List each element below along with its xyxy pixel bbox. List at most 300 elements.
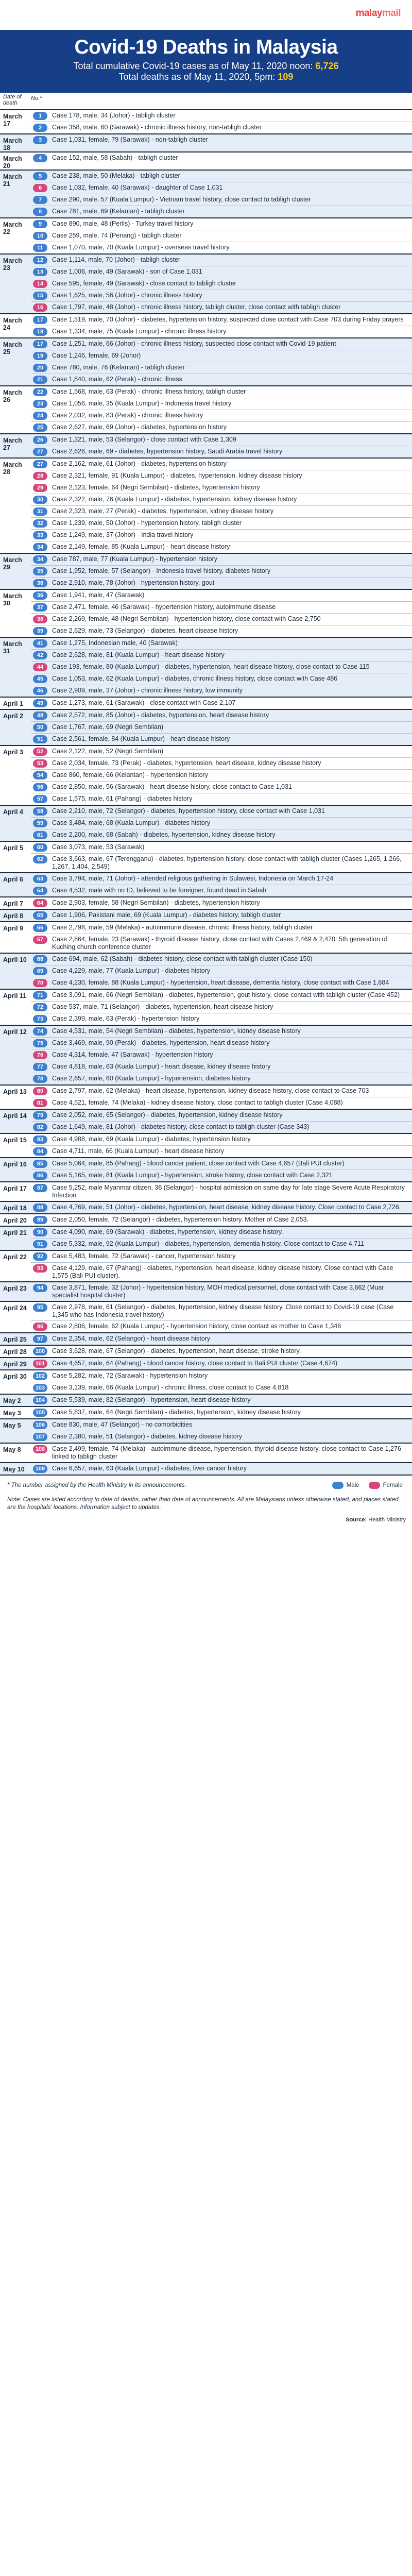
case-number-badge: 105 [33, 1409, 47, 1417]
date-label: April 1 [3, 700, 23, 707]
case-row [31, 922, 412, 934]
case-number-badge: 76 [33, 1051, 47, 1059]
case-description: Case 3,139, male, 66 (Kuala Lumpur) - chronic illness, close contact to Case 4,818 [52, 1384, 289, 1391]
case-row [31, 326, 412, 337]
case-row [31, 1263, 412, 1281]
case-description: Case 595, female, 49 (Sarawak) - close contact to tabligh cluster [52, 280, 236, 287]
date-group [0, 1181, 412, 1201]
date-label: May 3 [3, 1410, 21, 1417]
date-group [0, 709, 412, 745]
case-number-badge: 90 [33, 1228, 47, 1236]
case-row [31, 459, 412, 470]
page-title: Covid-19 Deaths in Malaysia [74, 36, 338, 58]
date-label: March 22 [3, 221, 22, 235]
case-description: Case 4,090, male, 69 (Sarawak) - diabetes, hypertension, kidney disease history. [52, 1228, 283, 1235]
date-label: April 8 [3, 912, 23, 920]
case-row [31, 614, 412, 625]
date-label: April 7 [3, 900, 23, 907]
case-description: Case 1,273, male, 61 (Sarawak) - close contact with Case 2,107 [52, 699, 236, 706]
case-description: Case 5,332, male, 92 (Kuala Lumpur) - diabetes, hypertension, dementia history. Close contact to Case 4,711 [52, 1240, 365, 1247]
case-number-badge: 65 [33, 911, 47, 920]
case-number-badge: 62 [33, 855, 47, 863]
date-label: May 10 [3, 1466, 25, 1473]
date-group [0, 1301, 412, 1332]
date-label: March 17 [3, 113, 22, 127]
case-row [31, 134, 412, 146]
date-group [0, 1443, 412, 1462]
case-list [31, 386, 412, 433]
case-description: Case 1,906, Pakistani male, 69 (Kuala Lumpur) - diabetes history, tabligh cluster [52, 911, 281, 919]
case-list [31, 1358, 412, 1369]
case-row [31, 541, 412, 553]
case-row [31, 782, 412, 793]
case-description: Case 1,941, male, 47 (Sarawak) [52, 591, 145, 599]
case-number-badge: 35 [33, 567, 47, 575]
footnote: Note: Cases are listed according to date of deaths, rather than date of announcements. All are Malaysians unless otherwise stated, and places stated are the hospitals' locations. Information subject to updates. [7, 1497, 399, 1511]
case-number-badge: 49 [33, 699, 47, 707]
case-number-badge: 21 [33, 376, 47, 384]
case-row [31, 1239, 412, 1250]
case-description: Case 2,380, male, 51 (Selangor) - diabetes, kidney disease history [52, 1433, 242, 1440]
case-list [31, 1158, 412, 1181]
case-number-badge: 27 [33, 460, 47, 468]
date-group [0, 1418, 412, 1443]
date-label: April 15 [3, 1137, 27, 1144]
date-label: March 26 [3, 389, 22, 403]
case-number-badge: 92 [33, 1252, 47, 1261]
case-list [31, 1346, 412, 1357]
case-row [31, 662, 412, 673]
case-number-badge: 84 [33, 1147, 47, 1156]
date-label: March 29 [3, 556, 22, 571]
case-description: Case 5,282, male, 72 (Sarawak) - hypertension history [52, 1372, 208, 1379]
case-number-badge: 30 [33, 496, 47, 504]
case-row [31, 362, 412, 374]
date-group [0, 697, 412, 709]
case-number-badge: 29 [33, 484, 47, 492]
case-row [31, 1346, 412, 1357]
date-label: March 27 [3, 437, 22, 451]
case-row [31, 194, 412, 206]
case-description: Case 3,871, female, 32 (Johor) - hypertension history, MOH medical personnel, close contact with Case 3,662 (Muar specialist hospital cluster) [52, 1284, 384, 1299]
case-number-badge: 95 [33, 1303, 47, 1312]
case-number-badge: 80 [33, 1087, 47, 1095]
case-list [31, 1214, 412, 1226]
column-header [0, 93, 412, 109]
case-row [31, 990, 412, 1002]
case-number-badge: 82 [33, 1123, 47, 1131]
case-row [31, 206, 412, 217]
case-row [31, 110, 412, 122]
case-description: Case 5,064, male, 85 (Pahang) - blood cancer patient, close contact with Case 4,657 (Bali PUI cluster) [52, 1160, 345, 1167]
date-label: March 18 [3, 137, 22, 151]
case-description: Case 5,252, male Myanmar citizen, 36 (Selangor) - hospital admission on same day for late stage Severe Acute Respiratory Infection [52, 1184, 405, 1199]
case-description: Case 259, male, 74 (Penang) - tabligh cluster [52, 232, 182, 239]
case-row [31, 278, 412, 290]
case-row [31, 1202, 412, 1213]
case-list [31, 897, 412, 909]
case-description: Case 780, male, 76 (Kelantan) - tabligh cluster [52, 364, 185, 371]
case-number-badge: 52 [33, 748, 47, 756]
case-description: Case 1,053, male, 62 (Kuala Lumpur) - diabetes, chronic illness history, close contact with Case 486 [52, 675, 338, 682]
case-number-badge: 96 [33, 1323, 47, 1331]
case-number-badge: 19 [33, 352, 47, 360]
case-row [31, 1358, 412, 1369]
date-label: April 2 [3, 713, 23, 720]
case-description: Case 2,123, female, 64 (Negri Sembilan) - diabetes, hypertension history [52, 484, 260, 491]
case-row [31, 290, 412, 302]
case-number-badge: 36 [33, 591, 47, 600]
case-row [31, 602, 412, 614]
date-label: April 17 [3, 1185, 27, 1192]
date-label: April 28 [3, 1348, 27, 1355]
case-row [31, 673, 412, 685]
case-number-badge: 36 [33, 579, 47, 587]
case-list [31, 922, 412, 953]
date-group [0, 1462, 412, 1475]
date-group [0, 1213, 412, 1226]
case-row [31, 482, 412, 494]
case-number-badge: 23 [33, 400, 47, 408]
case-number-badge: 13 [33, 268, 47, 276]
case-description: Case 4,711, male, 66 (Kuala Lumpur) - heart disease history [52, 1147, 224, 1155]
case-row [31, 302, 412, 313]
case-list [31, 1086, 412, 1109]
date-group [0, 313, 412, 337]
case-number-badge: 54 [33, 771, 47, 779]
case-list [31, 873, 412, 896]
case-row [31, 897, 412, 909]
case-row [31, 1463, 412, 1475]
case-description: Case 1,625, male, 56 (Johor) - chronic illness history [52, 292, 202, 299]
case-description: Case 4,988, male, 69 (Kuala Lumpur) - diabetes, hypertension history [52, 1136, 251, 1143]
date-group [0, 989, 412, 1025]
case-row [31, 698, 412, 709]
date-label: April 23 [3, 1285, 27, 1292]
date-label: April 21 [3, 1229, 27, 1236]
case-description: Case 238, male, 50 (Melaka) - tabligh cluster [52, 172, 180, 179]
case-number-badge: 68 [33, 955, 47, 963]
top-bar [0, 0, 412, 30]
case-description: Case 1,239, male, 50 (Johor) - hypertension history, tabligh cluster [52, 519, 242, 527]
case-list [31, 152, 412, 170]
case-list [31, 806, 412, 841]
date-label: April 25 [3, 1336, 27, 1343]
legend-female: Female [369, 1482, 403, 1489]
case-description: Case 1,767, male, 69 (Negri Sembilan) [52, 723, 164, 731]
case-list [31, 1302, 412, 1332]
date-group [0, 1357, 412, 1369]
case-description: Case 4,314, female, 47 (Sarawak) - hypertension history [52, 1051, 213, 1058]
case-row [31, 266, 412, 278]
case-description: Case 1,251, male, 66 (Johor) - chronic illness history, suspected close contact with Covid-19 patient [52, 340, 336, 347]
case-description: Case 2,978, male, 61 (Selangor) - diabetes, hypertension, kidney disease history. Close contact to Covid-19 case (Case 1,345 who has Indonesia travel history) [52, 1303, 394, 1318]
date-label: April 20 [3, 1217, 27, 1224]
case-number-badge: 61 [33, 831, 47, 839]
case-description: Case 2,499, female, 74 (Melaka) - autoimmune disease, hypertension, thyroid disease history, close contact to Case 1,276 linked to tabligh cluster [52, 1445, 401, 1460]
case-number-badge: 26 [33, 436, 47, 444]
case-list [31, 1370, 412, 1394]
case-description: Case 2,269, female, 48 (Negri Sembilan) - hypertension history, close contact with Case 2,750 [52, 615, 321, 622]
case-row [31, 1158, 412, 1170]
case-row [31, 398, 412, 410]
case-description: Case 2,034, female, 73 (Perak) - diabetes, hypertension, heart disease, kidney disease history [52, 759, 321, 767]
date-label: April 4 [3, 808, 23, 816]
case-description: Case 537, male, 71 (Selangor) - diabetes, hypertension, heart disease history [52, 1003, 273, 1010]
case-number-badge: 34 [33, 555, 47, 564]
case-list [31, 710, 412, 745]
case-number-badge: 67 [33, 936, 47, 944]
case-description: Case 4,531, male, 54 (Negri Sembilan) - diabetes, hypertension, kidney disease history [52, 1027, 301, 1035]
case-number-badge: 11 [33, 244, 47, 252]
case-row [31, 818, 412, 829]
case-description: Case 860, female, 66 (Kelantan) - hypertension history [52, 771, 208, 778]
date-group [0, 1157, 412, 1181]
date-label: April 5 [3, 844, 23, 852]
case-description: Case 1,032, female, 40 (Sarawak) - daughter of Case 1,031 [52, 184, 223, 191]
case-row [31, 182, 412, 194]
case-description: Case 6,657, male, 63 (Kuala Lumpur) - diabetes, liver cancer history [52, 1465, 247, 1472]
date-group [0, 253, 412, 313]
case-row [31, 1382, 412, 1394]
case-description: Case 3,663, male, 67 (Terengganu) - diabetes, hypertension history, close contact with tabligh cluster (Cases 1,265, 1,266, 1,267, 1,404, 2,549) [52, 855, 402, 870]
date-label: May 8 [3, 1446, 21, 1453]
date-group [0, 1394, 412, 1406]
case-number-badge: 15 [33, 292, 47, 300]
case-number-badge: 77 [33, 1063, 47, 1071]
case-list [31, 134, 412, 151]
case-row [31, 1170, 412, 1181]
case-number-badge: 91 [33, 1240, 47, 1248]
case-number-badge: 64 [33, 887, 47, 895]
date-label: April 9 [3, 925, 23, 932]
case-list [31, 1026, 412, 1084]
case-description: Case 3,091, male, 66 (Negri Sembilan) - diabetes, hypertension, gout history, close contact with tabligh cluster (Case 452) [52, 991, 400, 998]
case-description: Case 4,230, female, 88 (Kuala Lumpur) - hypertension, heart disease, dementia history, close contact with Case 1,684 [52, 979, 389, 986]
case-number-badge: 85 [33, 1160, 47, 1168]
date-group [0, 1332, 412, 1345]
case-description: Case 2,626, male, 69 - diabetes, hypertension history, Saudi Arabia travel history [52, 448, 283, 455]
date-label: March 21 [3, 173, 22, 188]
case-number-badge: 31 [33, 507, 47, 516]
case-row [31, 1333, 412, 1345]
case-description: Case 2,910, male, 78 (Johor) - hypertension history, gout [52, 579, 215, 586]
case-number-badge: 16 [33, 303, 47, 312]
case-number-badge: 1 [33, 112, 47, 120]
case-number-badge: 100 [33, 1347, 47, 1355]
date-group [0, 1250, 412, 1281]
case-list [31, 1110, 412, 1133]
case-row [31, 470, 412, 482]
date-label: March 24 [3, 317, 22, 331]
case-number-badge: 72 [33, 1003, 47, 1011]
date-group [0, 133, 412, 151]
case-list [31, 842, 412, 872]
date-group [0, 1025, 412, 1084]
case-list [31, 314, 412, 337]
case-row [31, 1282, 412, 1301]
case-description: Case 2,627, male, 69 (Johor) - diabetes, hypertension history [52, 423, 227, 431]
case-number-badge: 66 [33, 924, 47, 932]
case-row [31, 446, 412, 457]
case-number-badge: 27 [33, 448, 47, 456]
case-description: Case 2,322, male, 76 (Kuala Lumpur) - diabetes, hypertension, kidney disease history [52, 496, 297, 503]
case-number-badge: 56 [33, 783, 47, 791]
case-row [31, 1038, 412, 1049]
case-description: Case 2,903, female, 58 (Negri Sembilan) - diabetes, hypertension history [52, 899, 260, 906]
date-group [0, 151, 412, 170]
case-description: Case 1,246, female, 69 (Johor) [52, 352, 141, 359]
date-label: April 6 [3, 876, 23, 883]
date-group [0, 841, 412, 872]
case-row [31, 854, 412, 872]
case-description: Case 4,229, male, 77 (Kuala Lumpur) - diabetes history [52, 967, 211, 974]
case-description: Case 358, male, 60 (Sarawak) - chronic illness history, non-tabligh cluster [52, 124, 262, 131]
case-description: Case 1,840, male, 62 (Perak) - chronic illness [52, 376, 182, 383]
case-list [31, 1333, 412, 1345]
case-description: Case 5,837, male, 64 (Negri Sembilan) - diabetes, hypertension, kidney disease history [52, 1409, 301, 1416]
case-number-badge: 9 [33, 220, 47, 228]
case-number-badge: 73 [33, 1015, 47, 1023]
date-label: April 29 [3, 1361, 27, 1368]
date-group [0, 217, 412, 253]
date-label: March 28 [3, 461, 22, 476]
case-description: Case 1,056, male, 35 (Kuala Lumpur) - Indonesia travel history [52, 400, 232, 407]
case-number-badge: 39 [33, 627, 47, 635]
case-row [31, 218, 412, 230]
case-row [31, 685, 412, 697]
date-group [0, 170, 412, 217]
date-group [0, 1109, 412, 1133]
case-description: Case 2,909, male, 37 (Johor) - chronic illness history, low immunity [52, 687, 243, 694]
case-row [31, 1146, 412, 1157]
case-description: Case 178, male, 34 (Johor) - tabligh cluster [52, 112, 176, 119]
case-number-badge: 24 [33, 412, 47, 420]
case-description: Case 5,165, male, 81 (Kuala Lumpur) - hypertension, stroke history, close contact with Case 2,321 [52, 1172, 333, 1179]
date-group [0, 1406, 412, 1418]
case-row [31, 954, 412, 965]
date-group [0, 385, 412, 433]
case-row [31, 590, 412, 602]
date-label: April 16 [3, 1161, 27, 1168]
date-label: April 12 [3, 1028, 27, 1036]
case-row [31, 350, 412, 362]
case-row [31, 977, 412, 989]
malaymail-logo: malaymail [355, 8, 401, 19]
case-description: Case 1,649, male, 81 (Johor) - diabetes history, close contact to tabligh cluster (Case 343) [52, 1123, 310, 1130]
case-description: Case 152, male, 58 (Sabah) - tabligh cluster [52, 154, 178, 161]
date-group [0, 1226, 412, 1250]
case-row [31, 1097, 412, 1109]
case-list [31, 746, 412, 805]
case-list [31, 434, 412, 457]
case-row [31, 1214, 412, 1226]
case-description: Case 3,469, male, 90 (Perak) - diabetes, hypertension, heart disease history [52, 1039, 270, 1046]
date-label: April 3 [3, 749, 23, 756]
case-description: Case 2,864, female, 23 (Sarawak) - thyroid disease history, close contact with Cases 2,469 & 2,470: 5th generation of Kuching church conference cluster [52, 936, 387, 951]
case-list [31, 954, 412, 989]
case-number-badge: 38 [33, 615, 47, 623]
case-number-badge: 22 [33, 388, 47, 396]
case-description: Case 2,399, male, 63 (Perak) - hypertension history [52, 1015, 200, 1022]
case-row [31, 1182, 412, 1201]
date-label: March 23 [3, 257, 22, 272]
case-row [31, 410, 412, 422]
case-row [31, 965, 412, 977]
case-description: Case 4,521, female, 74 (Melaka) - kidney disease history, close contact to tabligh cluster (Case 4,088) [52, 1099, 343, 1106]
case-row [31, 518, 412, 530]
case-row [31, 1395, 412, 1406]
case-list [31, 338, 412, 385]
case-row [31, 578, 412, 589]
case-description: Case 1,114, male, 70 (Johor) - tabligh cluster [52, 256, 181, 263]
case-number-badge: 101 [33, 1360, 47, 1368]
case-list [31, 1419, 412, 1443]
case-description: Case 1,952, female, 57 (Selangor) - Indonesia travel history, diabetes history [52, 567, 271, 574]
case-number-badge: 46 [33, 687, 47, 695]
case-list [31, 459, 412, 553]
case-description: Case 1,568, male, 63 (Perak) - chronic illness history, tabligh cluster [52, 388, 246, 395]
case-description: Case 2,628, male, 81 (Kuala Lumpur) - heart disease history [52, 651, 225, 658]
case-number-badge: 69 [33, 967, 47, 975]
date-group [0, 896, 412, 909]
case-row [31, 1061, 412, 1073]
case-list [31, 171, 412, 217]
case-list [31, 910, 412, 921]
case-list [31, 218, 412, 253]
case-number-badge: 104 [33, 1396, 47, 1404]
footer [0, 1475, 412, 1532]
case-description: Case 2,561, female, 84 (Kuala Lumpur) - heart disease history [52, 735, 230, 742]
date-group [0, 953, 412, 989]
case-description: Case 2,162, male, 61 (Johor) - diabetes, hypertension history [52, 460, 227, 467]
date-label: March 25 [3, 341, 22, 355]
case-number-badge: 17 [33, 316, 47, 324]
date-group [0, 433, 412, 457]
case-description: Case 2,354, male, 62 (Selangor) - heart disease history [52, 1335, 211, 1342]
case-number-badge: 106 [33, 1421, 47, 1429]
case-row [31, 374, 412, 385]
case-row [31, 152, 412, 164]
date-group [0, 921, 412, 953]
case-row [31, 566, 412, 578]
case-row [31, 710, 412, 722]
case-number-badge: 93 [33, 1264, 47, 1273]
case-list [31, 255, 412, 313]
case-list [31, 1251, 412, 1281]
male-swatch-icon [332, 1482, 344, 1489]
case-description: Case 2,323, male, 27 (Perak) - diabetes, hypertension, kidney disease history [52, 507, 274, 515]
case-description: Case 3,484, male, 68 (Kuala Lumpur) - diabetes history [52, 819, 211, 826]
case-description: Case 3,628, male, 67 (Selangor) - diabetes, hypertension, heart disease, stroke history. [52, 1347, 301, 1354]
case-number-badge: 71 [33, 991, 47, 999]
case-list [31, 638, 412, 697]
case-row [31, 1002, 412, 1013]
case-description: Case 3,794, male, 71 (Johor) - attended religious gathering in Sulawesi, Indonesia on March 17-24 [52, 875, 334, 882]
date-group [0, 337, 412, 385]
case-number-badge: 6 [33, 184, 47, 192]
case-number-badge: 102 [33, 1372, 47, 1380]
case-description: Case 2,471, female, 46 (Sarawak) - hypertension history, autoimmune disease [52, 603, 276, 611]
case-description: Case 2,806, female, 62 (Kuala Lumpur) - hypertension history, close contact as mother to Case 1,346 [52, 1323, 341, 1330]
case-number-badge: 18 [33, 328, 47, 336]
date-group [0, 1369, 412, 1394]
case-row [31, 230, 412, 242]
case-row [31, 1370, 412, 1382]
case-row [31, 1013, 412, 1025]
date-label: April 13 [3, 1088, 27, 1095]
case-number-badge: 20 [33, 364, 47, 372]
